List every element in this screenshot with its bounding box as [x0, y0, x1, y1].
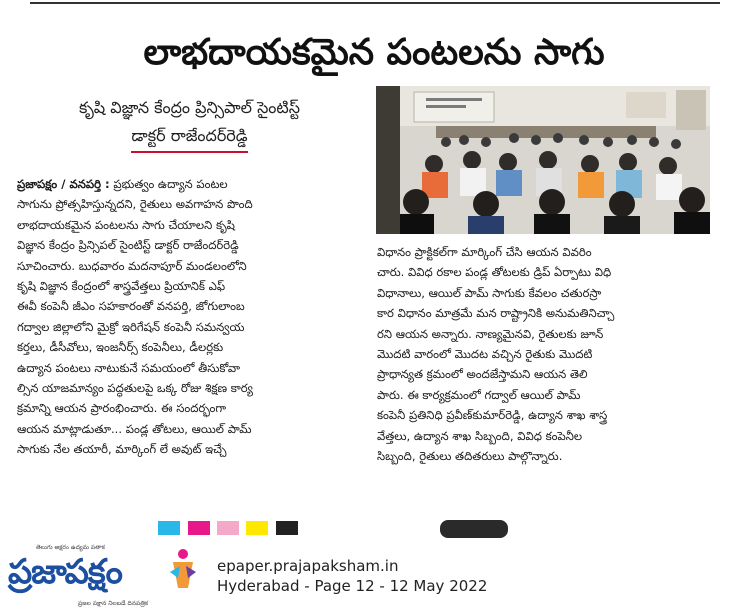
dateline: ప్రజాపక్షం / వనపర్తి :	[17, 177, 110, 191]
column-line: విజ్ఞాన కేంద్రం ప్రిన్సిపల్ సైంటిస్ట్ డాక్టర్ రాజేందర్‌రెడ్డి	[17, 238, 239, 253]
footer-edition: Hyderabad - Page 12 - 12 May 2022	[217, 577, 488, 595]
subhead-line-1: కృషి విజ్ఞాన కేంద్రం ప్రిన్సిపాల్ సైంటిస్ట్	[78, 98, 301, 117]
column-line: కార విధానం మాత్రమే మన రాష్ట్రానికి అనుమతినిచ్చా	[377, 306, 615, 321]
color-registration-yellow	[246, 521, 268, 535]
color-registration-magenta	[188, 521, 210, 535]
column-line: పారు. ఈ కార్యక్రమంలో గద్వాల్ ఆయిల్ పామ్	[377, 387, 581, 402]
column-line: విధానం ప్రాక్టికల్‌గా మార్కింగ్ చేసి ఆయన వివరిం	[377, 245, 592, 259]
column-line: సూచించారు. బుధవారం మదనాపూర్ మండలంలోని	[17, 258, 247, 273]
column-line: సిబ్బంది, రైతులు తదితరులు పాల్గొన్నారు.	[377, 449, 563, 464]
column-line: సాగును ప్రోత్సహిస్తున్నదని, రైతులు అవగాహన పొంది	[17, 197, 253, 212]
column-line: క్రమాన్ని ఆయన ప్రారంభించారు. ఈ సందర్భంగా	[17, 401, 227, 416]
column-line: కర్తలు, డీసీవోలు, ఇంజనీర్స్ కంపెనీలు, డీలర్లకు	[17, 340, 224, 355]
seminar-hall-photo	[376, 86, 710, 234]
column-line: చారు. వివిధ రకాల పండ్ల తోటలకు డ్రిప్ ఏర్పాటు విధి	[377, 265, 612, 280]
page-marker-pill	[440, 520, 508, 538]
logo-wordmark: ప్రజాపక్షం	[8, 552, 122, 592]
footer-site[interactable]: epaper.prajapaksham.in	[217, 557, 399, 575]
logo-tagline-bottom: ప్రజల పక్షాన నిలబడే దినపత్రిక	[78, 600, 149, 607]
color-registration-black	[276, 521, 298, 535]
column-line: కృషి విజ్ఞాన కేంద్రంలో శాస్త్రవేత్తలు ప్రియానిక్ ఎఫ్	[17, 279, 226, 294]
column-line: ఈవీ కంపెనీ జీఎం సహకారంతో వనపర్తి, జోగులాంబ	[17, 299, 245, 314]
color-registration-pink	[217, 521, 239, 535]
column-line-text: ప్రభుత్వం ఉద్యాన పంటల	[113, 177, 228, 191]
column-line: రని ఆయన అన్నారు. నాణ్యమైనవి, రైతులకు జూన్	[377, 326, 604, 341]
column-line: ఉద్యాన పంటలు నాటుకునే సమయంలో తీసుకోవా	[17, 360, 241, 375]
color-registration-cyan	[158, 521, 180, 535]
column-line: కంపెనీ ప్రతినిధి ప్రవీణ్‌కుమార్‌రెడ్డి, ఉద్యాన శాఖ శాస్త్ర	[377, 408, 608, 423]
column-line: గద్వాల జిల్లాలోని మైక్రో ఇరిగేషన్ కంపెనీ సమన్వయ	[17, 319, 245, 334]
article-column-left	[17, 174, 362, 460]
column-line	[17, 174, 362, 194]
column-line: లాభదాయకమైన పంటలను సాగు చేయాలని కృషి	[17, 217, 235, 232]
article-column-right	[377, 242, 715, 466]
logo-tagline-top: తెలుగు అక్షరం ఉద్యమ పతాక	[36, 544, 105, 551]
column-line: విధానాలు, ఆయిల్ పామ్ సాగుకు కేవలం చతురస్రా	[377, 285, 602, 300]
column-line: మొదటి వారంలో మొదట వచ్చిన రైతుకు మొదటి	[377, 347, 593, 362]
logo-figures-icon	[168, 548, 198, 592]
column-line: ప్రాధాన్యత క్రమంలో అందజేస్తామని ఆయన తెలి	[377, 367, 588, 382]
column-line: సాగుకు నేల తయారీ, మార్కింగ్ లే అవుట్ ఇచ్చే	[17, 442, 227, 457]
top-rule	[30, 2, 720, 4]
subhead-line-2: డాక్టర్ రాజేందర్‌రెడ్డి	[131, 122, 247, 153]
prajapaksham-logo[interactable]	[8, 540, 208, 612]
article-photo	[376, 86, 710, 234]
column-line: వేత్తలు, ఉద్యాన శాఖ సిబ్బంది, వివిధ కంపెనీల	[377, 428, 583, 443]
article-subhead	[22, 94, 357, 153]
column-line: ల్సిన యాజమాన్యం పద్ధతులపై ఒక్క రోజు శిక్షణ కార్య	[17, 381, 253, 396]
article-headline: లాభదాయకమైన పంటలను సాగు	[143, 32, 605, 73]
page-footer	[217, 556, 487, 596]
column-line: ఆయన మాట్లాడుతూ... పండ్ల తోటలు, ఆయిల్ పామ్	[17, 421, 252, 436]
